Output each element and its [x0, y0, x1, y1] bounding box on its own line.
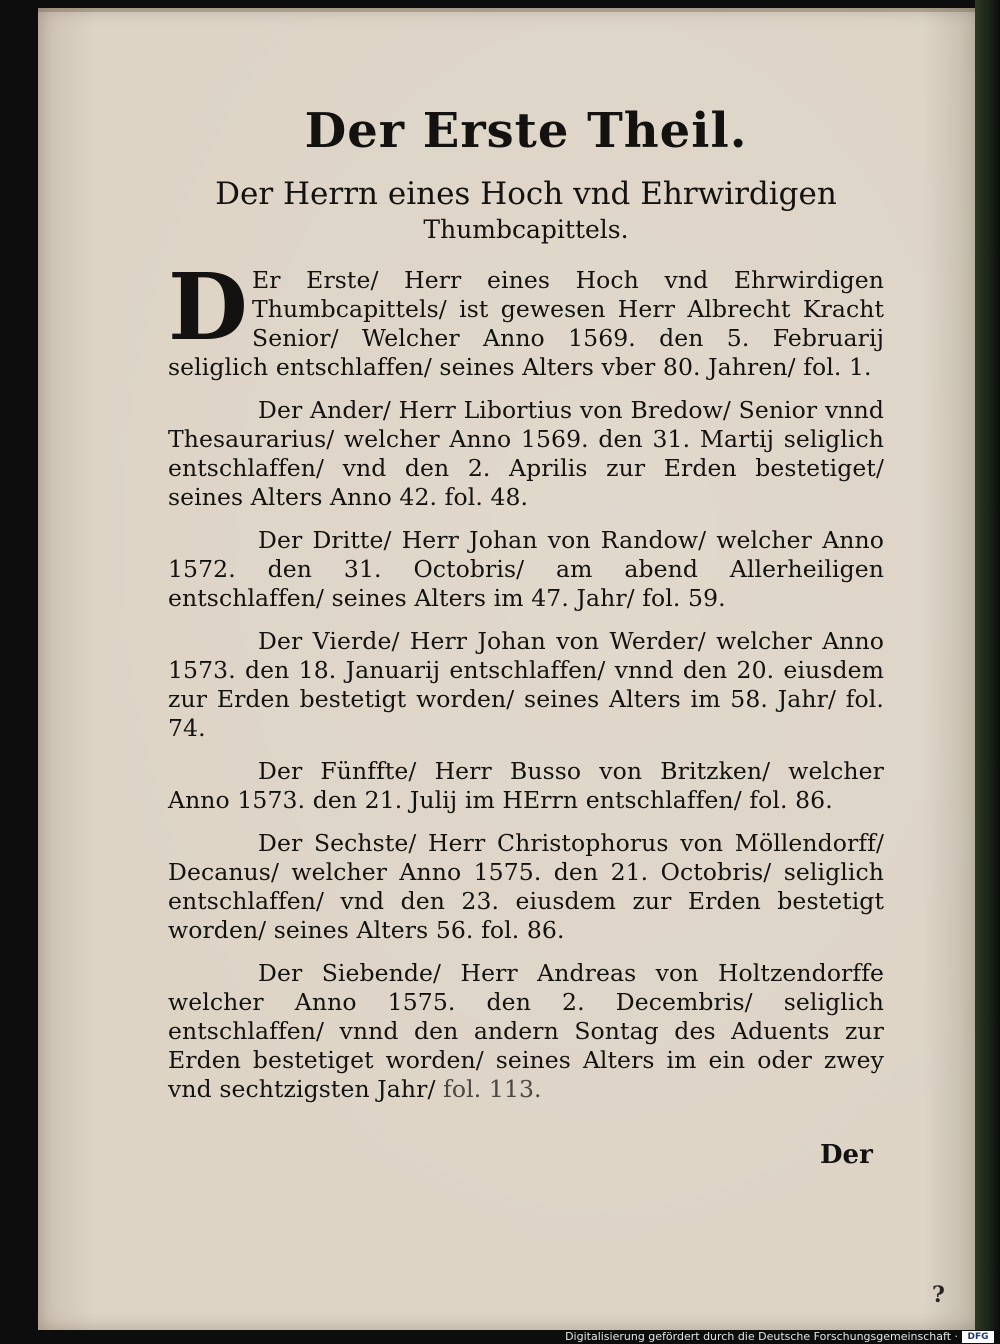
- entry-text-7-tail: fol. 113.: [443, 1075, 542, 1103]
- page-content: [168, 100, 884, 1104]
- drop-capital: D: [168, 253, 248, 361]
- entry-paragraph-3: Der Dritte/ Herr Johan von Randow/ welcher Anno 1572. den 31. Octobris/ am abend Allerheiligen entschlaffen/ seines Alters im 47. Jahr/ fol. 59.: [168, 526, 884, 612]
- entry-paragraph-1: [168, 253, 884, 382]
- entry-paragraph-5: Der Fünffte/ Herr Busso von Britzken/ welcher Anno 1573. den 21. Julij im HErrn entschlaffen/ fol. 86.: [168, 757, 884, 814]
- entry-text-1: Er Erste/ Herr eines Hoch vnd Ehrwirdigen Thumbcapittels/ ist gewesen Herr Albrecht Kracht Senior/ Welcher Anno 1569. den 5. Februarij seliglich entschlaffen/ seines Alters vber 80. Jahren/ fol. 1.: [168, 266, 884, 381]
- section-subtitle: [168, 176, 884, 248]
- page-corner-mark: ?: [932, 1282, 945, 1308]
- entry-text-7: Der Siebende/ Herr Andreas von Holtzendorffe welcher Anno 1575. den 2. Decembris/ seliglich entschlaffen/ vnnd den andern Sontag des Aduents zur Erden bestetiget worden/ seines Alters im ein oder zwey vnd sechtzigsten Jahr/: [168, 959, 884, 1103]
- adjacent-page-edge: [975, 0, 1000, 1344]
- page-title: Der Erste Theil.: [304, 103, 748, 159]
- entry-paragraph-7: [168, 959, 884, 1104]
- footer-bar: [0, 1330, 1000, 1344]
- entry-paragraph-4: Der Vierde/ Herr Johan von Werder/ welcher Anno 1573. den 18. Januarij entschlaffen/ vnnd den 20. eiusdem zur Erden bestetigt worden/ seines Alters im 58. Jahr/ fol. 74.: [168, 627, 884, 742]
- catchword: Der: [820, 1140, 873, 1170]
- funding-notice: Digitalisierung gefördert durch die Deutsche Forschungsgemeinschaft ·: [565, 1330, 958, 1343]
- page-top-edge: [38, 8, 980, 12]
- dfg-logo: DFG: [962, 1331, 994, 1343]
- entry-paragraph-6: Der Sechste/ Herr Christophorus von Möllendorff/ Decanus/ welcher Anno 1575. den 21. Octobris/ seliglich entschlaffen/ vnd den 23. eiusdem zur Erden bestetigt worden/ seines Alters 56. fol. 86.: [168, 829, 884, 944]
- subtitle-line-1: Der Herrn eines Hoch vnd Ehrwirdigen: [215, 176, 837, 212]
- entry-paragraph-2: Der Ander/ Herr Libortius von Bredow/ Senior vnnd Thesaurarius/ welcher Anno 1569. den 31. Martij seliglich entschlaffen/ vnd den 2. Aprilis zur Erden bestetiget/ seines Alters Anno 42. fol. 48.: [168, 396, 884, 511]
- subtitle-line-2: Thumbcapittels.: [423, 215, 629, 244]
